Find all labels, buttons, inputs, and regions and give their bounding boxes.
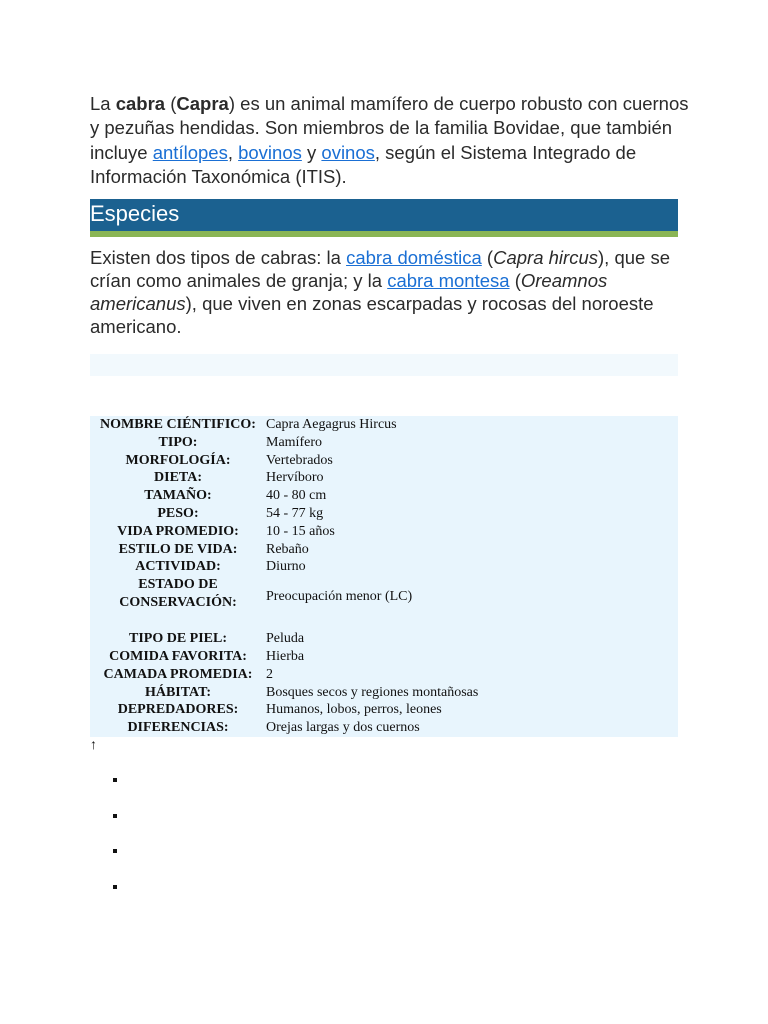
table-row bbox=[90, 576, 678, 630]
species-paragraph bbox=[90, 246, 680, 338]
species-text: ), que viven en zonas escarpadas y rocosas del noroeste americano. bbox=[90, 293, 654, 337]
fact-value: Vertebrados bbox=[266, 452, 333, 468]
table-row bbox=[90, 541, 678, 559]
bullet-icon bbox=[113, 849, 117, 853]
fact-label: VIDA PROMEDIO: bbox=[117, 523, 239, 539]
species-text: ( bbox=[509, 270, 521, 291]
fact-label: MORFOLOGÍA: bbox=[125, 452, 231, 468]
link-cabra-domestica[interactable]: cabra doméstica bbox=[346, 247, 482, 268]
species-text: Existen dos tipos de cabras: la bbox=[90, 247, 347, 268]
intro-bold-capra: Capra bbox=[176, 93, 229, 114]
species-text: ), que se crían como animales de granja; y la bbox=[90, 247, 670, 291]
fact-value: 54 - 77 kg bbox=[266, 505, 324, 521]
fact-label: PESO: bbox=[157, 505, 199, 521]
fact-label: COMIDA FAVORITA: bbox=[109, 648, 247, 664]
fact-value: 40 - 80 cm bbox=[266, 488, 327, 504]
fact-value: Preocupación menor (LC) bbox=[266, 589, 413, 605]
link-ovinos[interactable]: ovinos bbox=[321, 141, 375, 163]
fact-value: Mamífero bbox=[266, 434, 322, 450]
intro-text: , según el Sistema Integrado de Información Taxonómica (ITIS). bbox=[90, 141, 637, 187]
fact-value: Bosques secos y regiones montañosas bbox=[266, 684, 479, 700]
bullet-icon bbox=[113, 885, 117, 889]
intro-text: La bbox=[90, 93, 116, 114]
fact-value: Orejas largas y dos cuernos bbox=[266, 720, 420, 736]
intro-text: y bbox=[301, 141, 322, 163]
fact-label: ACTIVIDAD: bbox=[135, 559, 221, 575]
intro-text: , bbox=[227, 141, 239, 163]
fact-label: NOMBRE CIÉNTIFICO: bbox=[100, 417, 256, 432]
table-row bbox=[90, 487, 678, 505]
species-italic-oreamnos: Oreamnos americanus bbox=[90, 270, 608, 314]
table-row bbox=[90, 505, 678, 523]
table-row bbox=[90, 701, 678, 719]
table-row bbox=[90, 416, 678, 434]
species-text: ( bbox=[481, 247, 494, 268]
table-row bbox=[90, 648, 678, 666]
table-row bbox=[90, 719, 678, 737]
fact-value: 10 - 15 años bbox=[266, 523, 335, 539]
table-row bbox=[90, 666, 678, 684]
up-arrow-icon: ↑ bbox=[90, 738, 97, 753]
bullet-icon bbox=[113, 778, 117, 782]
table-row bbox=[90, 452, 678, 470]
facts-table bbox=[90, 416, 678, 737]
fact-value: 2 bbox=[266, 666, 273, 682]
table-row bbox=[90, 523, 678, 541]
fact-value: Hervíboro bbox=[266, 470, 324, 486]
fact-label: TAMAÑO: bbox=[144, 488, 212, 504]
link-cabra-montesa[interactable]: cabra montesa bbox=[387, 270, 510, 291]
table-row bbox=[90, 630, 678, 648]
fact-label: CAMADA PROMEDIA: bbox=[103, 666, 253, 682]
fact-value: Capra Aegagrus Hircus bbox=[266, 417, 397, 432]
species-italic-capra-hircus: Capra hircus bbox=[493, 247, 598, 268]
empty-band bbox=[90, 354, 678, 376]
bullet-icon bbox=[113, 814, 117, 818]
fact-label: DIETA: bbox=[154, 470, 202, 486]
intro-text: ) es un animal mamífero de cuerpo robusto con cuernos y pezuñas hendidas. Son miembros de la familia Bovidae, que también incluye bbox=[90, 93, 689, 163]
intro-text: ( bbox=[165, 93, 177, 114]
fact-label: TIPO DE PIEL: bbox=[128, 631, 227, 647]
fact-value: Diurno bbox=[266, 559, 306, 575]
empty-bullet-list bbox=[113, 770, 117, 920]
fact-value: Peluda bbox=[266, 631, 305, 647]
fact-label: ESTILO DE VIDA: bbox=[118, 541, 238, 557]
section-heading-especies bbox=[90, 199, 678, 237]
fact-value: Rebaño bbox=[266, 541, 309, 557]
fact-value: Humanos, lobos, perros, leones bbox=[266, 702, 442, 718]
fact-label: ESTADO DE CONSERVACIÓN: bbox=[119, 577, 237, 611]
table-row bbox=[90, 684, 678, 702]
intro-paragraph bbox=[90, 92, 690, 189]
table-row bbox=[90, 469, 678, 487]
fact-label: DIFERENCIAS: bbox=[127, 720, 229, 736]
link-bovinos[interactable]: bovinos bbox=[238, 141, 302, 163]
section-title: Especies bbox=[90, 201, 180, 226]
fact-value: Hierba bbox=[266, 648, 305, 664]
fact-label: DEPREDADORES: bbox=[117, 702, 239, 718]
link-antilopes[interactable]: antílopes bbox=[152, 141, 228, 163]
fact-label: HÁBITAT: bbox=[144, 684, 212, 700]
fact-label: TIPO: bbox=[158, 434, 198, 450]
table-row bbox=[90, 434, 678, 452]
intro-bold-cabra: cabra bbox=[115, 93, 166, 114]
table-row bbox=[90, 558, 678, 576]
